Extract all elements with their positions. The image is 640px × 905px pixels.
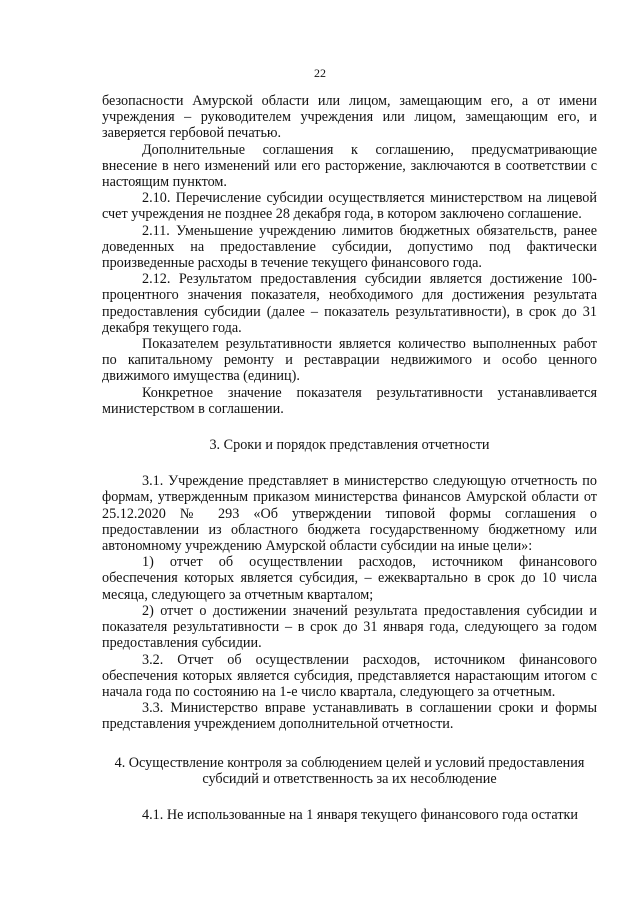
list-item: 1) отчет об осуществлении расходов, источником финансового обеспечения которых является субсидия, – ежеквартально в срок до 10 числа месяца, следующего за отчетным кварталом;	[102, 554, 597, 603]
section-heading: 3. Сроки и порядок представления отчетности	[209, 437, 490, 454]
page-number: 22	[314, 66, 326, 80]
paragraph: 2.10. Перечисление субсидии осуществляется министерством на лицевой счет учреждения не позднее 28 декабря года, в котором заключено соглашение.	[102, 190, 597, 223]
paragraph: безопасности Амурской области или лицом, замещающим его, а от имени учреждения – руководителем учреждения или лицом, замещающим его, и заверяется гербовой печатью.	[102, 93, 597, 142]
paragraph: 2.11. Уменьшение учреждению лимитов бюджетных обязательств, ранее доведенных на предоставление субсидии, допустимо под фактически произведенные расходы в течение текущего финансового года.	[102, 222, 597, 272]
paragraph: 3.3. Министерство вправе устанавливать в соглашении сроки и формы представления учреждением дополнительной отчетности.	[102, 700, 597, 733]
paragraph: 2.12. Результатом предоставления субсидии является достижение 100-процентного значения показателя, необходимого для достижения результата предоставления субсидии (далее – показатель результативности), в срок до 31 декабря текущего года.	[102, 271, 597, 336]
section-heading	[102, 755, 597, 787]
paragraph: 4.1. Не использованные на 1 января текущего финансового года остатки	[142, 806, 579, 823]
document-body	[102, 93, 597, 823]
list-item: 2) отчет о достижении значений результата предоставления субсидии и показателя результативности – в срок до 31 января года, следующего за годом предоставления субсидии.	[102, 602, 597, 652]
section-heading-line: субсидий и ответственность за их несоблюдение	[202, 770, 497, 787]
paragraph: 3.2. Отчет об осуществлении расходов, источником финансового обеспечения которых является субсидия, представляется нарастающим итогом с начала года по состоянию на 1-е число квартала, следующего за отчетным.	[102, 651, 597, 700]
paragraph: 3.1. Учреждение представляет в министерство следующую отчетность по формам, утвержденным приказом министерства финансов Амурской области от 25.12.2020 № 293 «Об утверждении типовой формы соглашения о предоставлении из областного бюджета государственному бюджетному или автономному учреждению Амурской области субсидии на иные цели»:	[102, 473, 597, 555]
paragraph: Показателем результативности является количество выполненных работ по капитальному ремонту и реставрации недвижимого и особо ценного движимого имущества (единиц).	[102, 336, 597, 385]
paragraph: Дополнительные соглашения к соглашению, предусматривающие внесение в него изменений или его расторжение, заключаются в соответствии с настоящим пунктом.	[102, 141, 597, 191]
section-heading-line: 4. Осуществление контроля за соблюдением целей и условий предоставления	[114, 754, 585, 771]
paragraph: Конкретное значение показателя результативности устанавливается министерством в соглашении.	[102, 384, 597, 417]
